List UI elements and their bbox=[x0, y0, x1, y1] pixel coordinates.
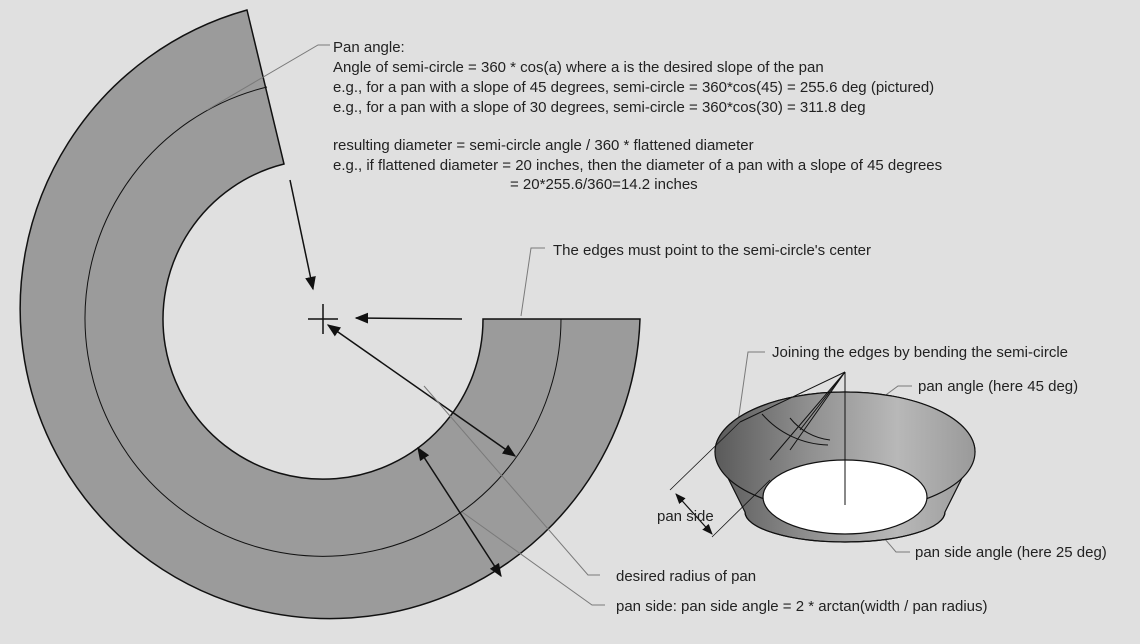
diameter-line2: e.g., if flattened diameter = 20 inches, then the diameter of a pan with a slope of 45 degrees bbox=[333, 157, 943, 174]
pan-illustration bbox=[670, 372, 975, 542]
pan-angle-here-label: pan angle (here 45 deg) bbox=[918, 378, 1079, 395]
diameter-line3: = 20*255.6/360=14.2 inches bbox=[510, 176, 698, 193]
pan-angle-line1: Angle of semi-circle = 360 * cos(a) where a is the desired slope of the pan bbox=[333, 59, 824, 76]
pan-angle-title: Pan angle: bbox=[333, 39, 405, 56]
edges-label: The edges must point to the semi-circle's center bbox=[553, 242, 872, 259]
edges-leader bbox=[521, 248, 545, 316]
edge-arrow-top bbox=[290, 180, 313, 289]
pan-angle-line3: e.g., for a pan with a slope of 30 degrees, semi-circle = 360*cos(30) = 311.8 deg bbox=[333, 99, 866, 116]
joining-label: Joining the edges by bending the semi-circle bbox=[772, 344, 1069, 361]
diameter-line1: resulting diameter = semi-circle angle / 360 * flattened diameter bbox=[333, 137, 754, 154]
pan-angle-line2: e.g., for a pan with a slope of 45 degrees, semi-circle = 360*cos(45) = 255.6 deg (pictured) bbox=[333, 79, 935, 96]
pan-side-formula-label: pan side: pan side angle = 2 * arctan(width / pan radius) bbox=[616, 598, 988, 615]
desired-radius-label: desired radius of pan bbox=[616, 568, 757, 585]
edge-arrow-right bbox=[356, 318, 462, 319]
pan-side-angle-label: pan side angle (here 25 deg) bbox=[915, 544, 1107, 561]
pan-side-label: pan side bbox=[657, 508, 714, 525]
